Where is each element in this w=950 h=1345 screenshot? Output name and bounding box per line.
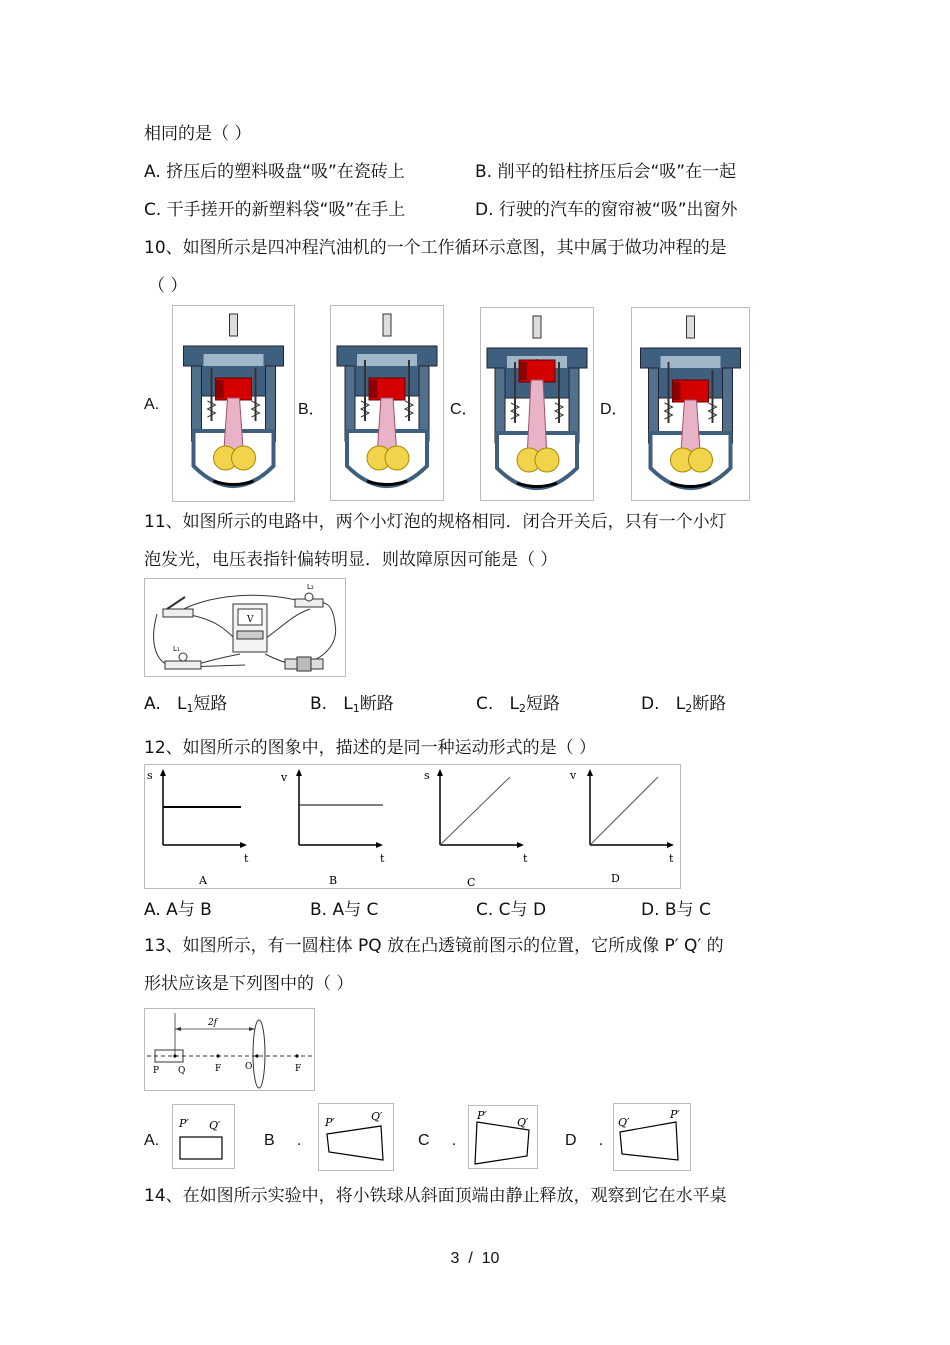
graph-a-xlabel: t xyxy=(244,852,249,865)
q13-stem-line1: 13、如图所示，有一圆柱体 PQ 放在凸透镜前图示的位置，它所成像 P′ Q′ 的 xyxy=(144,936,724,956)
page-number: 3 / 10 xyxy=(450,1250,500,1267)
spark-plug xyxy=(383,314,391,336)
lens-focus-left: F xyxy=(215,1064,222,1074)
crank-right xyxy=(232,446,256,470)
q12-option-a: A. A与 B xyxy=(144,900,212,920)
graph-c-name: C xyxy=(467,876,476,888)
svg-text:P′: P′ xyxy=(179,1117,189,1130)
graph-b-name: B xyxy=(329,874,338,887)
crank-right xyxy=(535,448,559,472)
q14-stem: 14、在如图所示实验中，将小铁球从斜面顶端由静止释放，观察到它在水平桌 xyxy=(144,1186,727,1206)
lens-point-q: Q xyxy=(178,1066,186,1076)
crank-right xyxy=(689,448,713,472)
graph-d-xlabel: t xyxy=(669,852,674,865)
graph-b-ylabel: v xyxy=(281,771,288,784)
bulb-l2-label: L₂ xyxy=(307,583,314,591)
engine-figure-b xyxy=(330,305,444,501)
q9-stem-tail: 相同的是（ ） xyxy=(144,124,252,144)
q10-label-b: B． xyxy=(298,401,325,418)
q11-option-a: A. $L_1$短路 xyxy=(144,694,228,715)
q13-option-d-letter: D . xyxy=(565,1132,604,1149)
svg-text:Q′: Q′ xyxy=(371,1110,383,1123)
engine-figure-c xyxy=(480,307,594,501)
q9-option-a: A. 挤压后的塑料吸盘“吸”在瓷砖上 xyxy=(144,162,405,182)
graph-d-ylabel: v xyxy=(570,769,577,782)
engine-figure-d xyxy=(631,307,750,501)
svg-text:P′: P′ xyxy=(325,1116,335,1129)
q11-stem-line1: 11、如图所示的电路中，两个小灯泡的规格相同．闭合开关后，只有一个小灯 xyxy=(144,512,727,532)
svg-text:P′: P′ xyxy=(670,1108,680,1121)
q11-stem-line2: 泡发光，电压表指针偏转明显．则故障原因可能是（ ） xyxy=(144,550,558,570)
graph-d-name: D xyxy=(611,872,620,885)
q12-option-c: C. C与 D xyxy=(476,900,547,920)
graph-c-xlabel: t xyxy=(523,852,528,865)
q13-option-c-figure xyxy=(468,1105,538,1169)
q13-option-b-figure xyxy=(318,1103,394,1171)
lens-focus-right: F xyxy=(295,1064,302,1074)
q9-option-c: C. 干手搓开的新塑料袋“吸”在手上 xyxy=(144,200,406,220)
q10-stem: 10、如图所示是四冲程汽油机的一个工作循环示意图，其中属于做功冲程的是 xyxy=(144,238,727,258)
q10-label-a: A. xyxy=(144,396,160,413)
svg-text:Q′: Q′ xyxy=(209,1119,221,1132)
q12-option-d: D. B与 C xyxy=(641,900,711,920)
q13-option-c-letter: C . xyxy=(418,1132,457,1149)
lens-center-o: O xyxy=(245,1062,253,1072)
lens-distance-label: 2f xyxy=(208,1018,218,1028)
q9-option-d: D. 行驶的汽车的窗帘被“吸”出窗外 xyxy=(475,200,738,220)
q11-option-d: D. $L_2$断路 xyxy=(641,694,727,715)
motion-graphs-figure xyxy=(144,764,681,889)
q12-stem: 12、如图所示的图象中，描述的是同一种运动形式的是（ ） xyxy=(144,738,597,758)
graph-a-ylabel: s xyxy=(147,769,153,782)
q13-option-a-letter: A. xyxy=(144,1132,160,1149)
svg-text:Q′: Q′ xyxy=(618,1116,630,1129)
q10-paren: （ ） xyxy=(148,276,188,296)
svg-text:P′: P′ xyxy=(477,1109,487,1122)
voltmeter-label: V xyxy=(247,615,254,625)
spark-plug xyxy=(230,314,238,336)
graph-b-xlabel: t xyxy=(380,852,385,865)
q12-option-b: B. A与 C xyxy=(310,900,379,920)
q13-option-b-letter: B . xyxy=(264,1132,302,1149)
q10-label-c: C． xyxy=(450,401,478,418)
q13-option-d-figure xyxy=(613,1103,691,1171)
svg-text:Q′: Q′ xyxy=(517,1116,529,1129)
q13-stem-line2: 形状应该是下列图中的（ ） xyxy=(144,974,354,994)
lens-point-p: P xyxy=(153,1066,160,1076)
q13-option-a-figure xyxy=(172,1104,235,1169)
q10-label-d: D． xyxy=(600,401,628,418)
graph-a-name: A xyxy=(199,874,207,887)
q11-option-c: C. $L_2$短路 xyxy=(476,694,560,715)
spark-plug xyxy=(687,316,695,338)
graph-c-ylabel: s xyxy=(424,769,430,782)
engine-figure-a xyxy=(172,305,295,502)
crank-right xyxy=(385,446,409,470)
spark-plug xyxy=(533,316,541,338)
q9-option-b: B. 削平的铅柱挤压后会“吸”在一起 xyxy=(475,162,737,182)
lens-figure xyxy=(144,1008,315,1091)
q11-option-b: B. $L_1$断路 xyxy=(310,694,394,715)
connecting-rod xyxy=(527,380,547,458)
bulb-l1-label: L₁ xyxy=(173,645,180,653)
circuit-figure xyxy=(144,578,346,677)
